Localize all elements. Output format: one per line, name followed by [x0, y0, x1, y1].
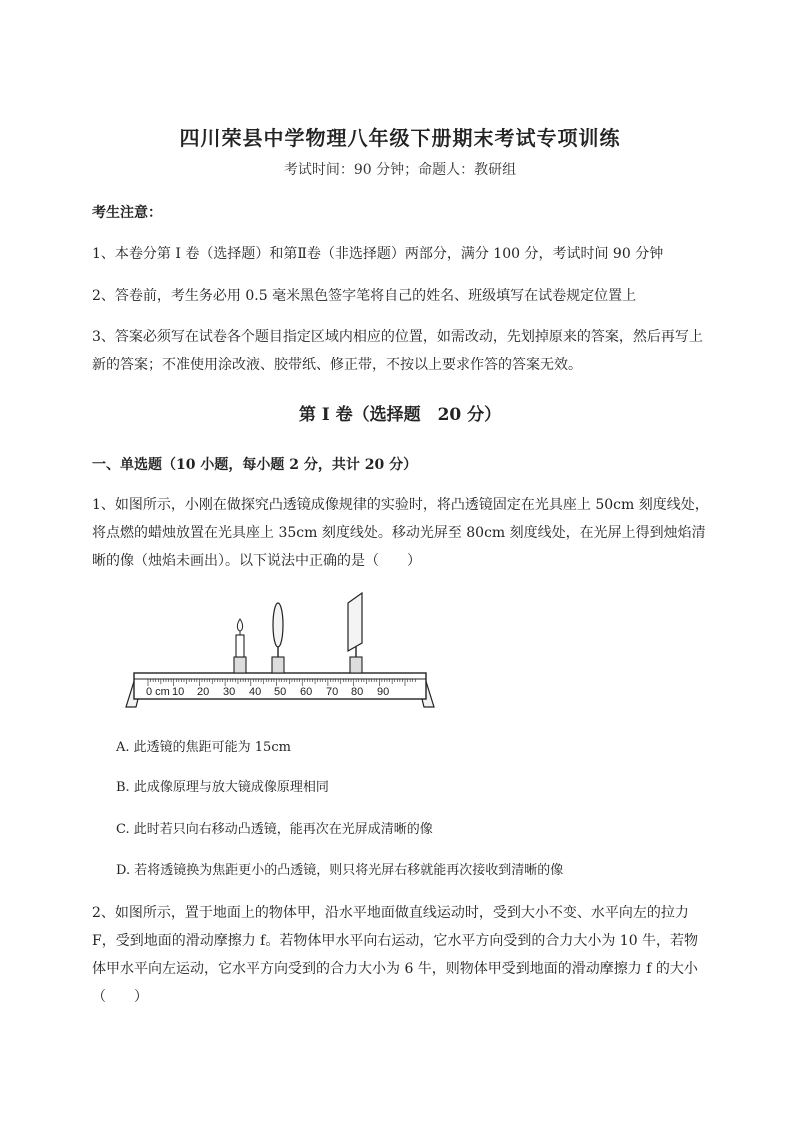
notice-item-2: 2、答卷前，考生务必用 0.5 毫米黑色签字笔将自己的姓名、班级填写在试卷规定位置上: [92, 288, 637, 304]
question-1-stem: 1、如图所示，小刚在做探究凸透镜成像规律的实验时，将凸透镜固定在光具座上 50cm 刻度线处，将点燃的蜡烛放置在光具座上 35cm 刻度线处。移动光屏至 80cm 刻度线处，在光屏上得到烛焰清晰的像（烛焰未画出）。以下说法中正确的是（ ）: [92, 497, 709, 569]
option-c: C. 此时若只向右移动凸透镜，能再次在光屏成清晰的像: [116, 822, 433, 837]
notice-item-1: 1、本卷分第 I 卷（选择题）和第Ⅱ卷（非选择题）两部分，满分 100 分，考试时间 90 分钟: [92, 246, 664, 262]
scale-label: 30: [223, 686, 236, 698]
convex-lens: [272, 603, 284, 673]
scale-label: 90: [377, 686, 390, 698]
optical-bench-figure: [120, 585, 440, 715]
scale-label: 10: [172, 686, 185, 698]
scale-label: 0 cm: [146, 686, 170, 698]
question-group-heading: 一、单选题（10 小题，每小题 2 分，共计 20 分）: [92, 457, 418, 473]
scale-label: 70: [326, 686, 339, 698]
notice-item-3: 3、答案必须写在试卷各个题目指定区域内相应的位置，如需改动，先划掉原来的答案，然后再写上新的答案；不准使用涂改液、胶带纸、修正带，不按以上要求作答的答案无效。: [92, 329, 703, 373]
exam-info: 考试时间：90 分钟；命题人：教研组: [283, 162, 517, 178]
scale-label: 60: [300, 686, 313, 698]
scale-label: 80: [351, 686, 364, 698]
scale-label: 40: [249, 686, 262, 698]
scale-label: 50: [274, 686, 287, 698]
option-d: D. 若将透镜换为焦距更小的凸透镜，则只将光屏右移就能再次接收到清晰的像: [116, 863, 564, 878]
scale-label: 20: [197, 686, 210, 698]
page-title: 四川荣县中学物理八年级下册期末考试专项训练: [179, 126, 621, 150]
option-a: A. 此透镜的焦距可能为 15cm: [116, 740, 291, 755]
notice-heading: 考生注意：: [92, 205, 162, 221]
question-2-stem: 2、如图所示，置于地面上的物体甲，沿水平地面做直线运动时，受到大小不变、水平向左的拉力 F，受到地面的滑动摩擦力 f。若物体甲水平向右运动，它水平方向受到的合力大小为 10 牛，若物体甲水平向左运动，它水平方向受到的合力大小为 6 牛，则物体甲受到地面的滑动摩擦力 f 的大小（ ）: [92, 905, 699, 1005]
option-b: B. 此成像原理与放大镜成像原理相同: [116, 780, 329, 795]
section-title: 第 I 卷（选择题 20 分）: [298, 405, 502, 425]
light-screen: [348, 593, 362, 673]
candle: [234, 619, 246, 673]
